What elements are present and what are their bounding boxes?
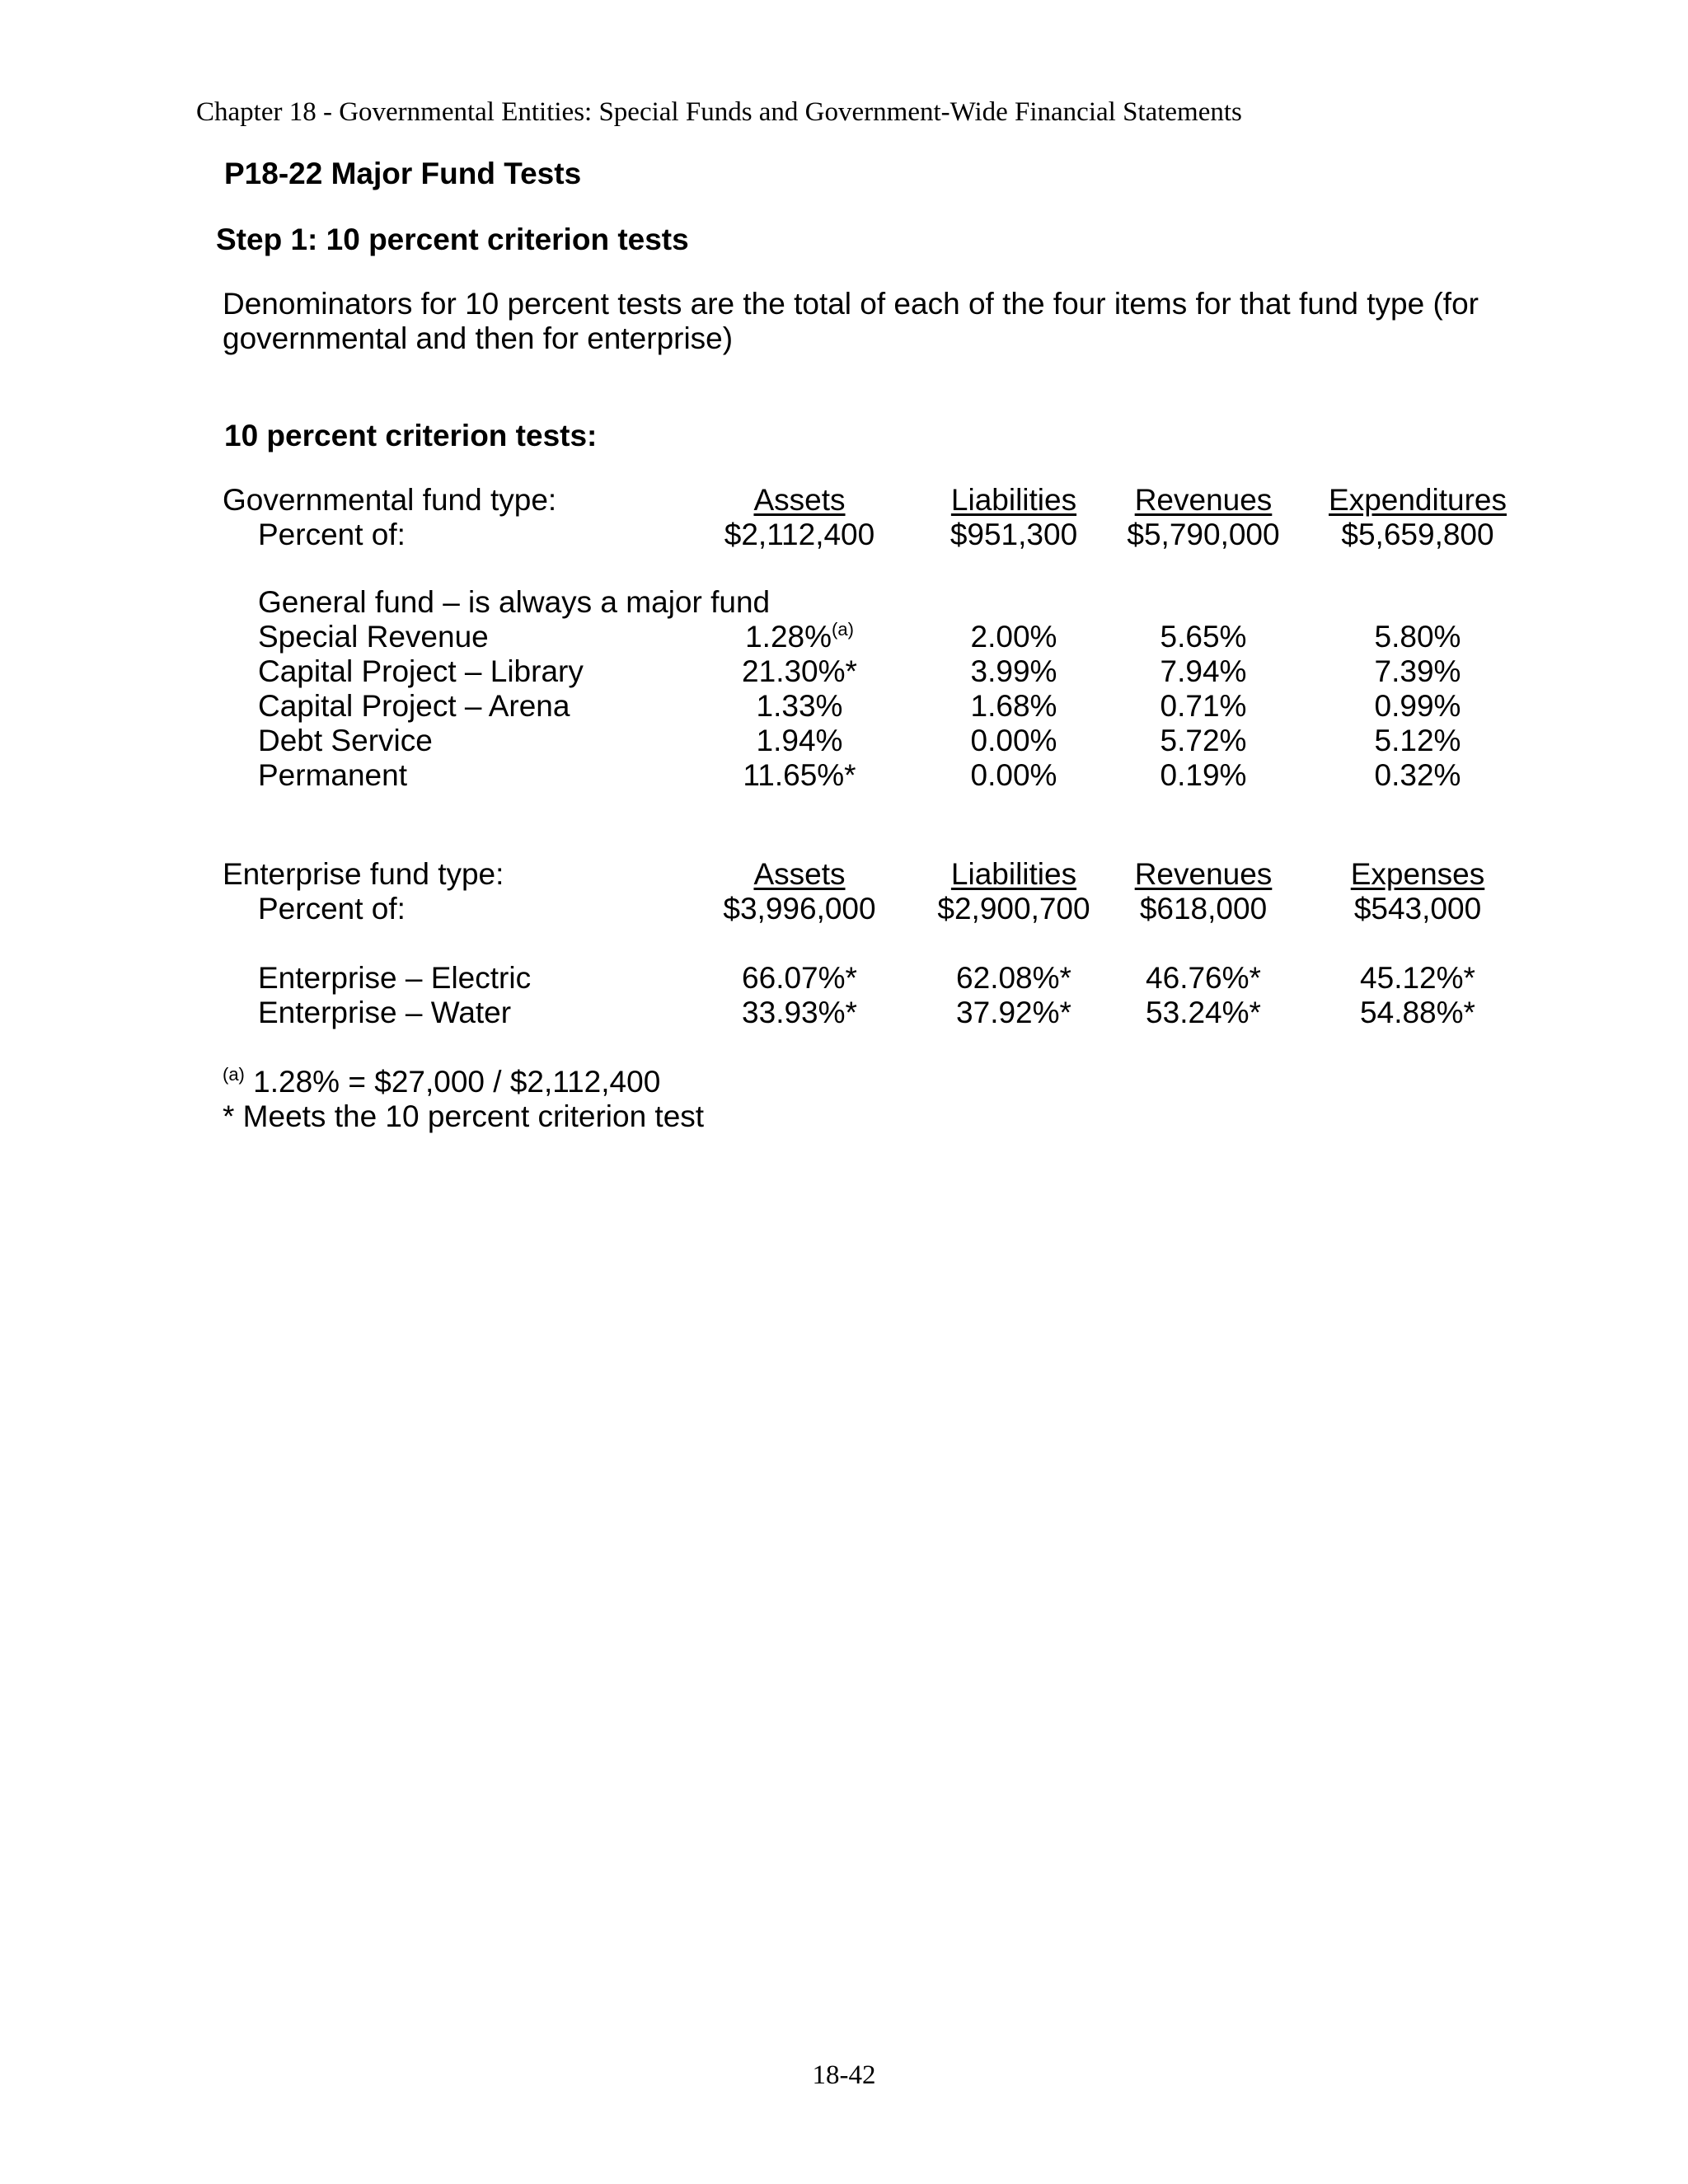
fund-name: Enterprise – Water [258,996,512,1029]
assets-cell [709,620,890,654]
fund-name: Permanent [258,758,407,792]
assets-cell: 66.07%* [742,961,857,995]
liabilities-cell: 1.68% [970,689,1057,723]
section-title: 10 percent criterion tests: [224,419,598,452]
intro-paragraph: Denominators for 10 percent tests are the total of each of the four items for that fund type (for governmental and then for enterprise) [223,287,1479,355]
enterprise-totals-row [0,892,1688,926]
expenses-cell: 45.12%* [1360,961,1475,995]
liabilities-cell: 3.99% [970,654,1057,688]
enterprise-header-row [0,857,1688,892]
table-row [0,961,1688,996]
column-header-assets: Assets [753,483,846,517]
liabilities-cell: 62.08%* [956,961,1071,995]
footnote-a-text: 1.28% = $27,000 / $2,112,400 [253,1065,661,1099]
expenditures-cell: 5.80% [1374,620,1461,654]
revenues-cell: 7.94% [1160,654,1247,688]
total-expenditures: $5,659,800 [1341,518,1494,551]
liabilities-cell: 0.00% [970,724,1057,757]
liabilities-cell: 2.00% [970,620,1057,654]
percent-of-label: Percent of: [258,892,406,926]
governmental-type-label: Governmental fund type: [223,483,557,517]
expenditures-cell: 0.99% [1374,689,1461,723]
column-header-expenses: Expenses [1350,857,1485,891]
column-header-liabilities: Liabilities [950,857,1077,891]
assets-cell: 33.93%* [742,996,857,1029]
column-header-assets: Assets [753,857,846,891]
total-assets: $2,112,400 [724,518,875,551]
table-row [0,654,1688,689]
fund-name: Enterprise – Electric [258,961,532,995]
liabilities-cell: 37.92%* [956,996,1071,1029]
total-assets: $3,996,000 [723,892,876,926]
revenues-cell: 5.72% [1160,724,1247,757]
fund-name: Capital Project – Library [258,654,584,688]
problem-title: P18-22 Major Fund Tests [224,157,582,190]
footnote-star: * Meets the 10 percent criterion test [223,1099,705,1133]
column-header-revenues: Revenues [1134,857,1273,891]
revenues-cell: 5.65% [1160,620,1247,654]
assets-value: 1.28% [745,620,832,654]
fund-name: Capital Project – Arena [258,689,570,723]
table-row [0,689,1688,724]
total-expenses: $543,000 [1353,892,1482,926]
table-row [0,996,1688,1030]
table-row [0,620,1688,654]
revenues-cell: 0.71% [1160,689,1247,723]
revenues-cell: 53.24%* [1146,996,1261,1029]
revenues-cell: 0.19% [1160,758,1247,792]
general-fund-note: General fund – is always a major fund [258,585,771,619]
step-title: Step 1: 10 percent criterion tests [216,223,689,256]
fund-name: Debt Service [258,724,433,757]
expenses-cell: 54.88%* [1360,996,1475,1029]
footnote-marker-a: (a) [832,619,854,640]
general-fund-note-row [0,585,1688,620]
column-header-revenues: Revenues [1134,483,1273,517]
percent-of-label: Percent of: [258,518,406,551]
assets-cell: 11.65%* [743,758,856,792]
enterprise-type-label: Enterprise fund type: [223,857,504,891]
column-header-expenditures: Expenditures [1329,483,1507,517]
page-number: 18-42 [812,2060,876,2090]
table-row [0,724,1688,758]
governmental-totals-row [0,518,1688,552]
total-revenues: $5,790,000 [1127,518,1280,551]
total-liabilities: $2,900,700 [937,892,1090,926]
assets-cell: 1.94% [756,724,843,757]
footnote-a [223,1065,660,1099]
total-liabilities: $951,300 [950,518,1078,551]
total-revenues: $618,000 [1139,892,1268,926]
running-header: Chapter 18 - Governmental Entities: Special Funds and Government-Wide Financial Statements [196,97,1242,127]
liabilities-cell: 0.00% [970,758,1057,792]
fund-name: Special Revenue [258,620,489,654]
assets-cell: 1.33% [756,689,843,723]
footnote-a-marker: (a) [223,1064,245,1085]
expenditures-cell: 0.32% [1374,758,1461,792]
revenues-cell: 46.76%* [1146,961,1261,995]
expenditures-cell: 5.12% [1374,724,1461,757]
governmental-header-row [0,483,1688,518]
expenditures-cell: 7.39% [1374,654,1461,688]
table-row [0,758,1688,793]
assets-cell: 21.30%* [742,654,857,688]
column-header-liabilities: Liabilities [950,483,1077,517]
